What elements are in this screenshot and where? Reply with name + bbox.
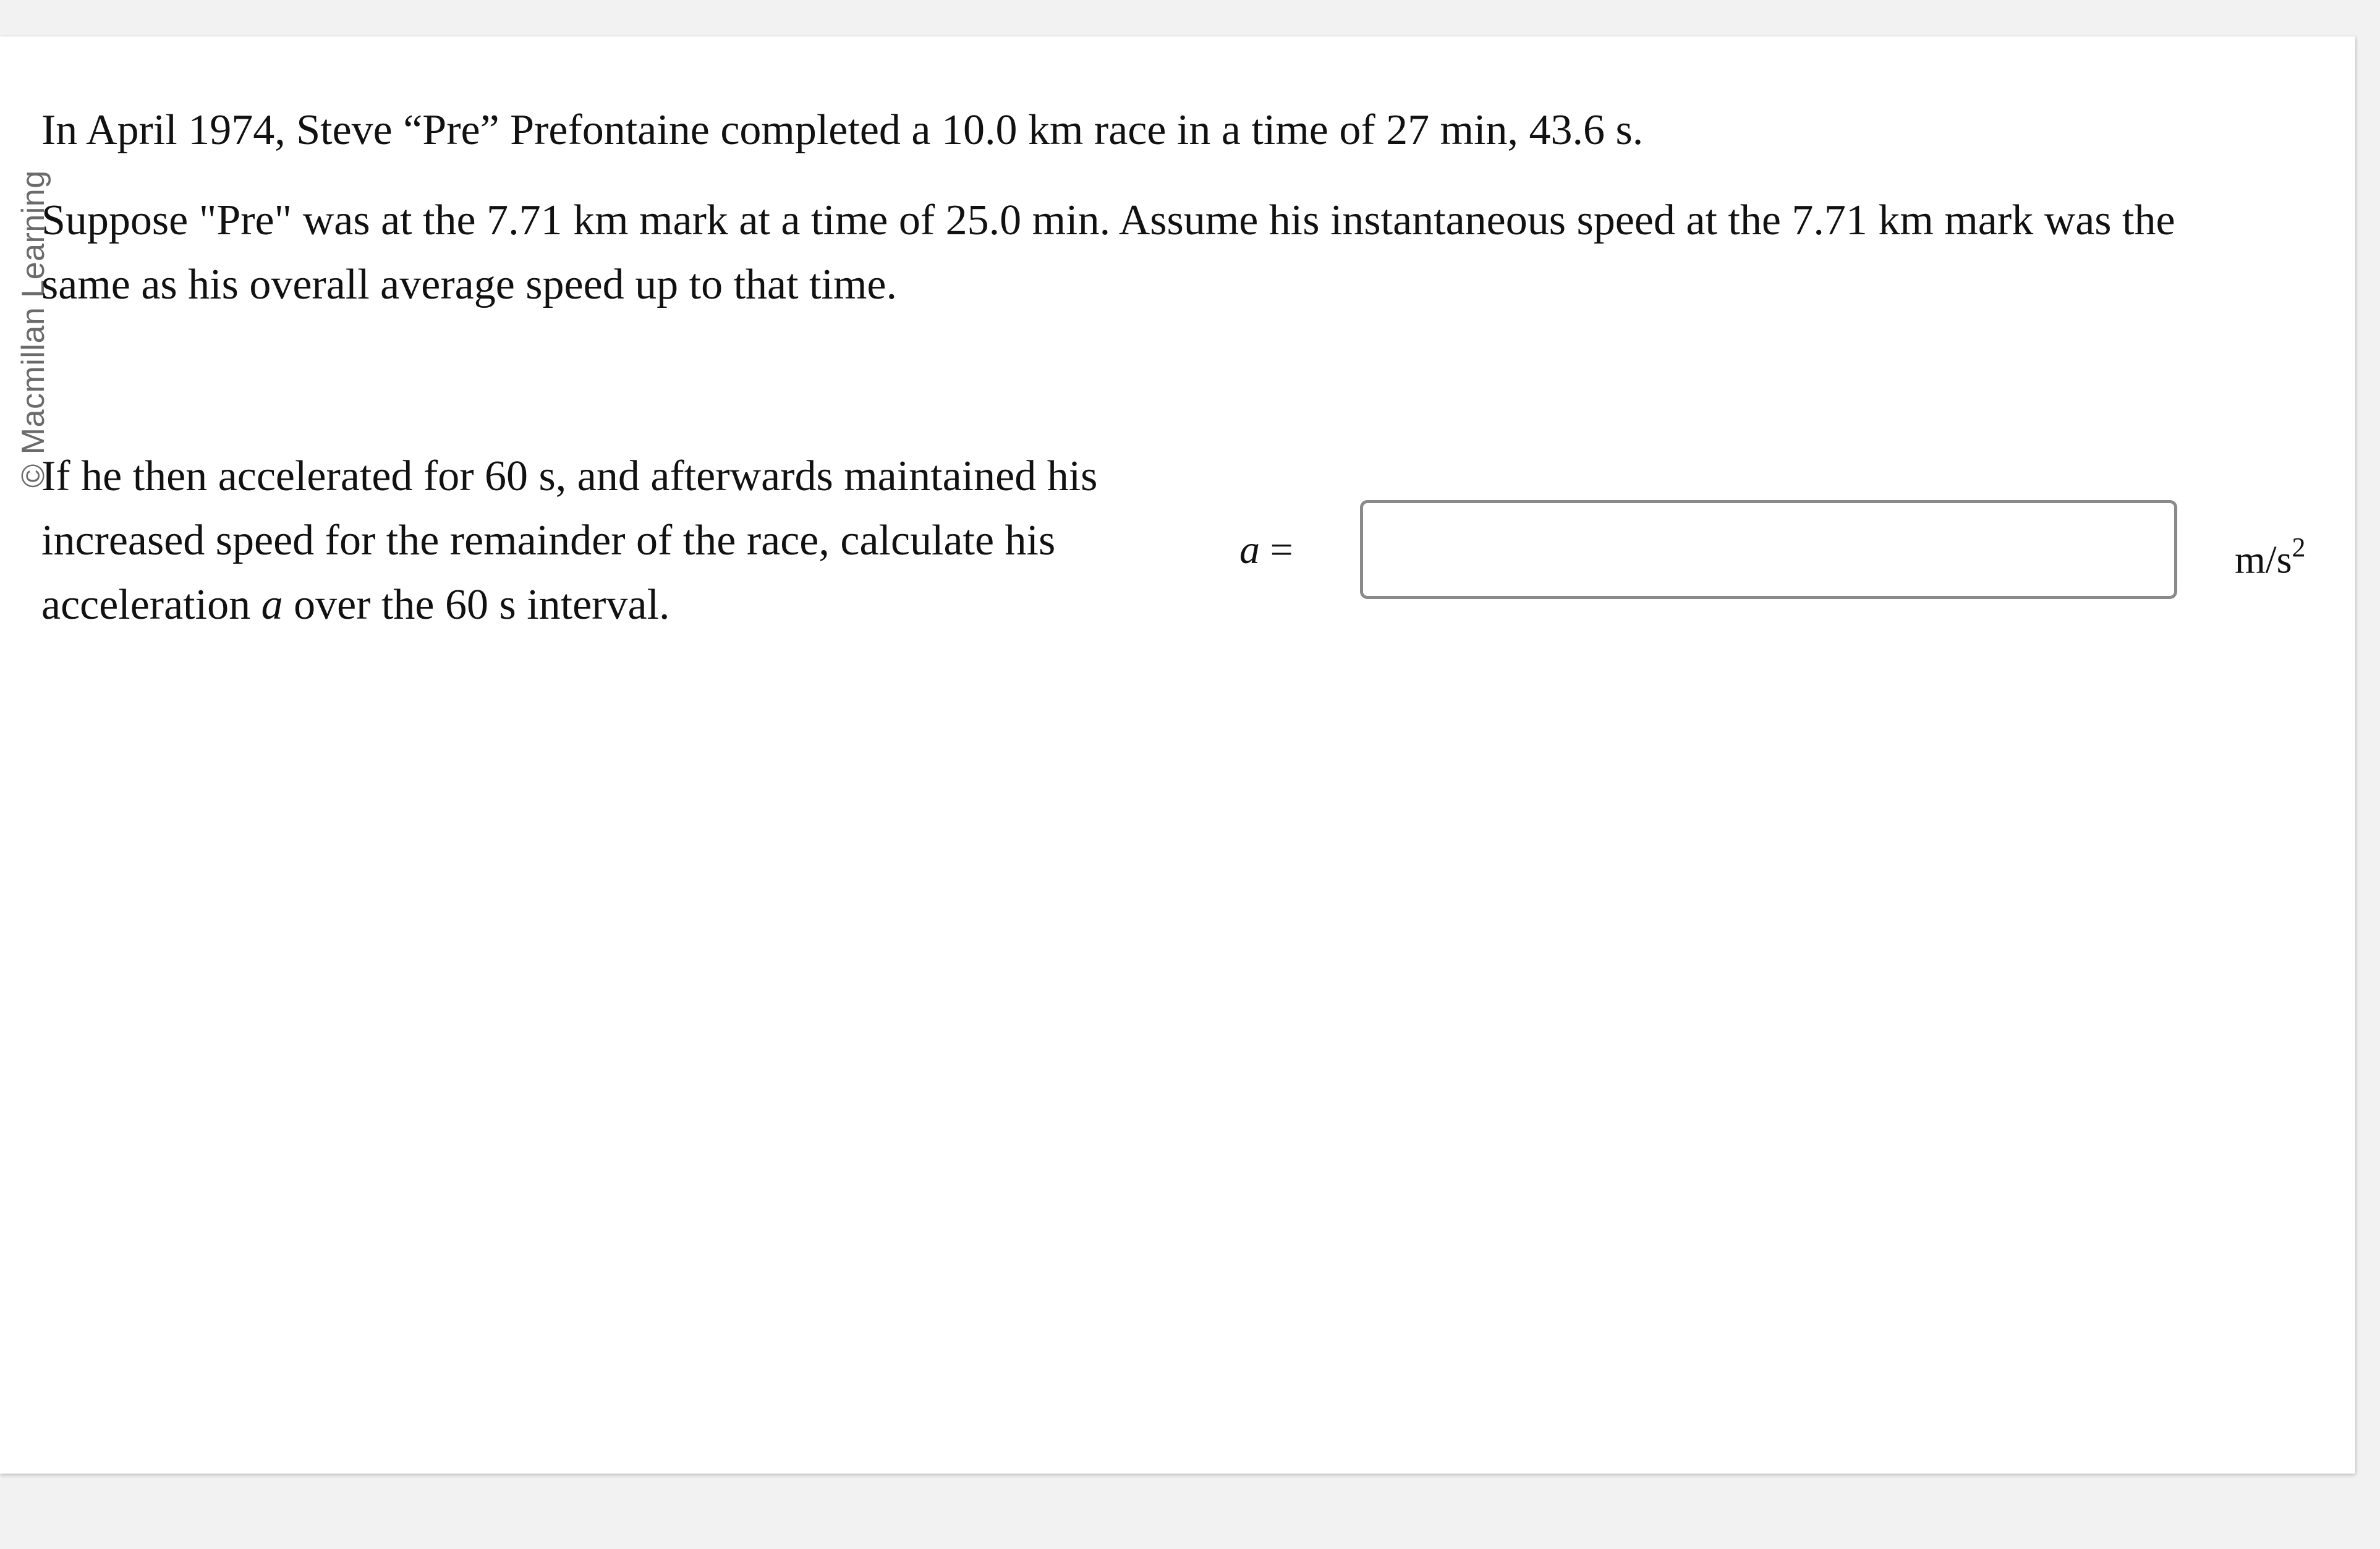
intro-text: In April 1974, Steve “Pre” Prefontaine completed a 10.0 km race in a time of 27 min, 43.6 s. xyxy=(41,106,1644,154)
question-line-3-pre: acceleration xyxy=(41,581,261,629)
question-prompt xyxy=(41,444,1097,637)
question-line-2: increased speed for the remainder of the race, calculate his xyxy=(41,517,1056,564)
answer-label xyxy=(1239,522,1293,578)
answer-variable: a xyxy=(1239,527,1260,572)
answer-unit xyxy=(2235,522,2305,587)
scenario-line-2: same as his overall average speed up to that time. xyxy=(41,261,897,308)
scenario-text xyxy=(41,189,2175,317)
copyright-watermark: © Macmillan Learning xyxy=(15,170,51,488)
question-card xyxy=(0,36,2355,1474)
acceleration-answer-input[interactable] xyxy=(1360,500,2177,599)
question-line-3 xyxy=(41,573,1097,637)
question-line-1: If he then accelerated for 60 s, and afterwards maintained his xyxy=(41,452,1098,500)
equals-sign: = xyxy=(1260,527,1293,572)
unit-exponent: 2 xyxy=(2292,532,2306,562)
scenario-line-1: Suppose "Pre" was at the 7.71 km mark at a time of 25.0 min. Assume his instantaneous speed at the 7.71 km mark was the xyxy=(41,197,2175,244)
question-line-3-post: over the 60 s interval. xyxy=(283,581,670,629)
acceleration-variable: a xyxy=(261,581,283,629)
unit-base: m/s xyxy=(2235,537,2292,582)
